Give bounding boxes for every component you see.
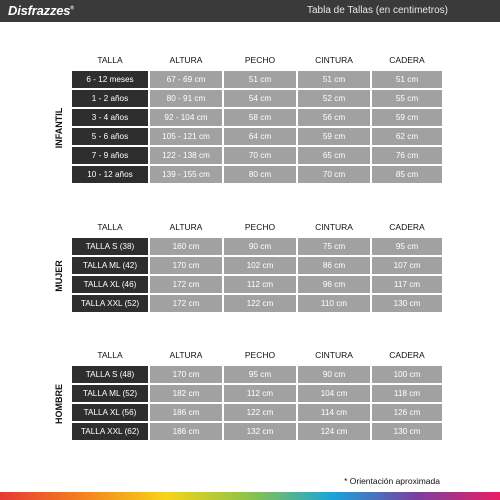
cintura-cell: 86 cm [298, 257, 370, 274]
altura-cell: 80 - 91 cm [150, 90, 222, 107]
cintura-cell: 65 cm [298, 147, 370, 164]
column-header-pecho: PECHO [244, 350, 276, 360]
table-row [0, 257, 500, 274]
table-row [0, 238, 500, 255]
cadera-cell: 117 cm [372, 276, 442, 293]
cadera-cell: 85 cm [372, 166, 442, 183]
size-label-cell: TALLA XL (56) [72, 404, 148, 421]
cintura-cell: 75 cm [298, 238, 370, 255]
cintura-cell: 104 cm [298, 385, 370, 402]
altura-cell: 105 - 121 cm [150, 128, 222, 145]
altura-cell: 182 cm [150, 385, 222, 402]
column-header-cadera: CADERA [389, 222, 425, 232]
altura-cell: 122 - 138 cm [150, 147, 222, 164]
column-header-talla: TALLA [97, 55, 123, 65]
altura-cell: 170 cm [150, 257, 222, 274]
pecho-cell: 102 cm [224, 257, 296, 274]
table-row [0, 128, 500, 145]
table-row [0, 366, 500, 383]
column-header-pecho: PECHO [244, 55, 276, 65]
table-row [0, 90, 500, 107]
cadera-cell: 130 cm [372, 295, 442, 312]
altura-cell: 92 - 104 cm [150, 109, 222, 126]
section-label: INFANTIL [54, 107, 64, 149]
cintura-cell: 90 cm [298, 366, 370, 383]
cadera-cell: 59 cm [372, 109, 442, 126]
table-row [0, 147, 500, 164]
column-header-cadera: CADERA [389, 55, 425, 65]
size-label-cell: TALLA XL (46) [72, 276, 148, 293]
cadera-cell: 118 cm [372, 385, 442, 402]
size-label-cell: 6 - 12 meses [72, 71, 148, 88]
altura-cell: 170 cm [150, 366, 222, 383]
table-row [0, 423, 500, 440]
altura-cell: 172 cm [150, 276, 222, 293]
table-row [0, 295, 500, 312]
column-header-pecho: PECHO [244, 222, 276, 232]
size-label-cell: 7 - 9 años [72, 147, 148, 164]
size-label-cell: 3 - 4 años [72, 109, 148, 126]
pecho-cell: 51 cm [224, 71, 296, 88]
pecho-cell: 58 cm [224, 109, 296, 126]
table-row [0, 385, 500, 402]
column-header-altura: ALTURA [169, 350, 203, 360]
column-header-talla: TALLA [97, 222, 123, 232]
altura-cell: 67 - 69 cm [150, 71, 222, 88]
size-label-cell: TALLA ML (52) [72, 385, 148, 402]
cintura-cell: 51 cm [298, 71, 370, 88]
section-label: HOMBRE [54, 384, 64, 424]
table-row [0, 109, 500, 126]
brand-logo: Disfrazzes® [8, 3, 74, 18]
pecho-cell: 70 cm [224, 147, 296, 164]
pecho-cell: 64 cm [224, 128, 296, 145]
altura-cell: 160 cm [150, 238, 222, 255]
altura-cell: 139 - 155 cm [150, 166, 222, 183]
section-label: MUJER [54, 260, 64, 292]
column-header-cintura: CINTURA [315, 350, 353, 360]
cadera-cell: 95 cm [372, 238, 442, 255]
cadera-cell: 62 cm [372, 128, 442, 145]
column-header-altura: ALTURA [169, 55, 203, 65]
cintura-cell: 70 cm [298, 166, 370, 183]
cintura-cell: 124 cm [298, 423, 370, 440]
altura-cell: 186 cm [150, 404, 222, 421]
column-header-talla: TALLA [97, 350, 123, 360]
column-header-cintura: CINTURA [315, 55, 353, 65]
cadera-cell: 76 cm [372, 147, 442, 164]
cintura-cell: 56 cm [298, 109, 370, 126]
altura-cell: 172 cm [150, 295, 222, 312]
pecho-cell: 54 cm [224, 90, 296, 107]
document-title: Tabla de Tallas (en centimetros) [307, 5, 448, 16]
table-row [0, 71, 500, 88]
size-label-cell: TALLA S (48) [72, 366, 148, 383]
size-label-cell: TALLA XXL (52) [72, 295, 148, 312]
pecho-cell: 122 cm [224, 404, 296, 421]
cadera-cell: 51 cm [372, 71, 442, 88]
pecho-cell: 90 cm [224, 238, 296, 255]
pecho-cell: 112 cm [224, 385, 296, 402]
table-row [0, 404, 500, 421]
column-header-cadera: CADERA [389, 350, 425, 360]
size-label-cell: TALLA XXL (62) [72, 423, 148, 440]
top-bar [0, 0, 500, 22]
cadera-cell: 100 cm [372, 366, 442, 383]
cadera-cell: 55 cm [372, 90, 442, 107]
cintura-cell: 52 cm [298, 90, 370, 107]
cintura-cell: 110 cm [298, 295, 370, 312]
pecho-cell: 80 cm [224, 166, 296, 183]
size-label-cell: 10 - 12 años [72, 166, 148, 183]
pecho-cell: 122 cm [224, 295, 296, 312]
size-label-cell: 1 - 2 años [72, 90, 148, 107]
pecho-cell: 112 cm [224, 276, 296, 293]
column-header-cintura: CINTURA [315, 222, 353, 232]
altura-cell: 186 cm [150, 423, 222, 440]
size-label-cell: 5 - 6 años [72, 128, 148, 145]
table-row [0, 166, 500, 183]
cadera-cell: 107 cm [372, 257, 442, 274]
rainbow-stripe [0, 492, 500, 500]
footnote: * Orientación aproximada [344, 476, 440, 486]
pecho-cell: 132 cm [224, 423, 296, 440]
cadera-cell: 126 cm [372, 404, 442, 421]
pecho-cell: 95 cm [224, 366, 296, 383]
cintura-cell: 114 cm [298, 404, 370, 421]
size-label-cell: TALLA S (38) [72, 238, 148, 255]
cintura-cell: 96 cm [298, 276, 370, 293]
cadera-cell: 130 cm [372, 423, 442, 440]
size-label-cell: TALLA ML (42) [72, 257, 148, 274]
table-row [0, 276, 500, 293]
cintura-cell: 59 cm [298, 128, 370, 145]
column-header-altura: ALTURA [169, 222, 203, 232]
